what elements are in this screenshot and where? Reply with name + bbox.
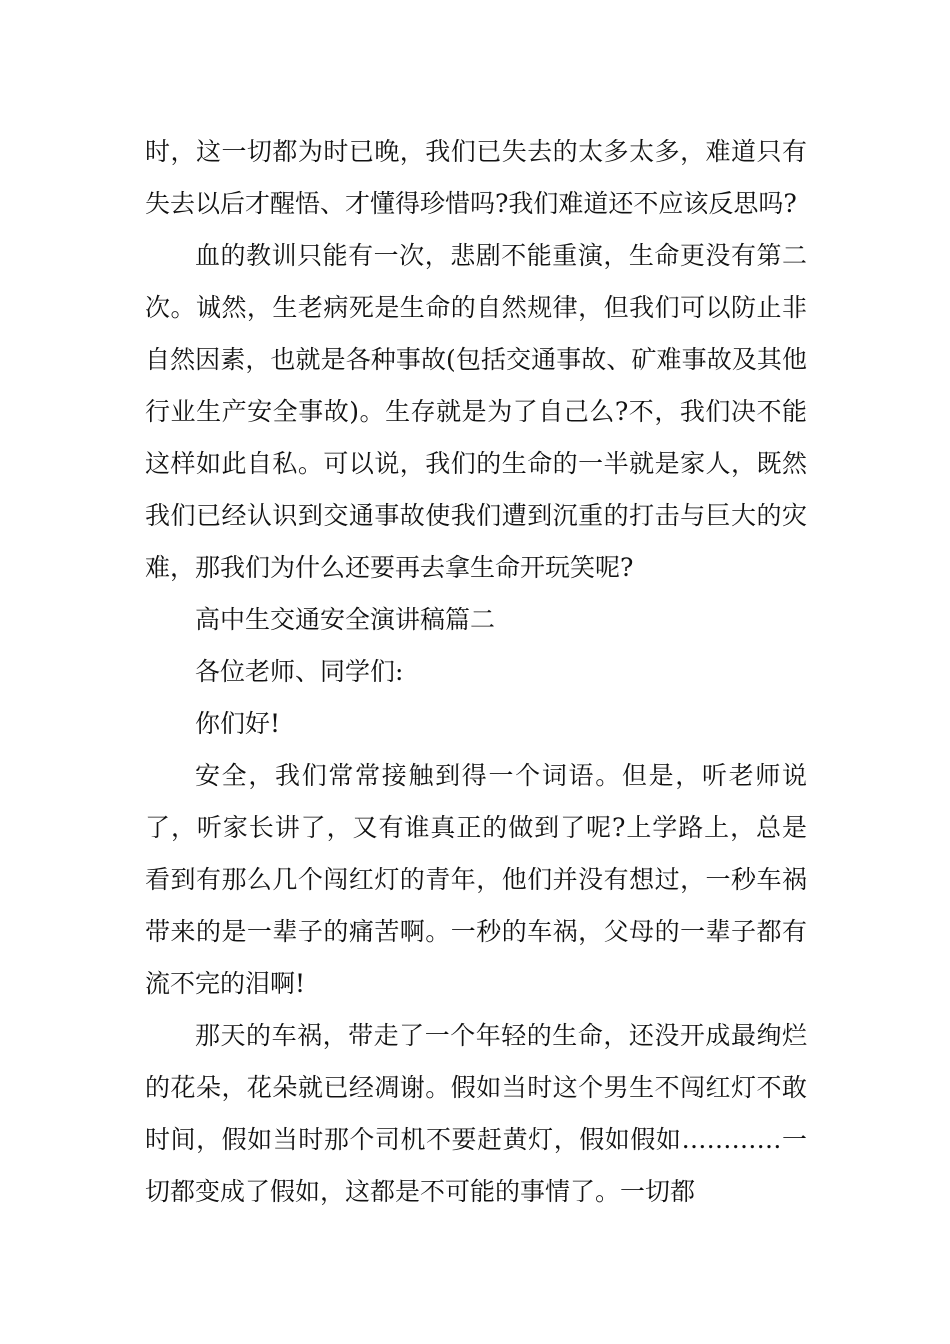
greeting: 你们好! bbox=[195, 709, 281, 738]
section-heading: 高中生交通安全演讲稿篇二 bbox=[195, 605, 496, 634]
document-body bbox=[145, 126, 807, 1218]
paragraph-lesson: 血的教训只能有一次，悲剧不能重演，生命更没有第二次。诚然，生老病死是生命的自然规律，但我们可以防止非自然因素，也就是各种事故(包括交通事故、矿难事故及其他行业生产安全事故)。生存就是为了自己么?不，我们决不能这样如此自私。可以说，我们的生命的一半就是家人，既然我们已经认识到交通事故使我们遭到沉重的打击与巨大的灾难，那我们为什么还要再去拿生命开玩笑呢? bbox=[145, 241, 807, 582]
paragraph-continuation: 时，这一切都为时已晚，我们已失去的太多太多，难道只有失去以后才醒悟、才懂得珍惜吗?我们难道还不应该反思吗? bbox=[145, 137, 807, 218]
paragraph-safety: 安全，我们常常接触到得一个词语。但是，听老师说了，听家长讲了，又有谁真正的做到了呢?上学路上，总是看到有那么几个闯红灯的青年，他们并没有想过，一秒车祸带来的是一辈子的痛苦啊。一秒的车祸，父母的一辈子都有流不完的泪啊! bbox=[145, 761, 807, 998]
salutation: 各位老师、同学们: bbox=[195, 657, 404, 686]
paragraph-accident: 那天的车祸，带走了一个年轻的生命，还没开成最绚烂的花朵，花朵就已经凋谢。假如当时这个男生不闯红灯不敢时间，假如当时那个司机不要赶黄灯，假如假如…………一切都变成了假如，这都是不可能的事情了。一切都 bbox=[145, 1021, 807, 1206]
